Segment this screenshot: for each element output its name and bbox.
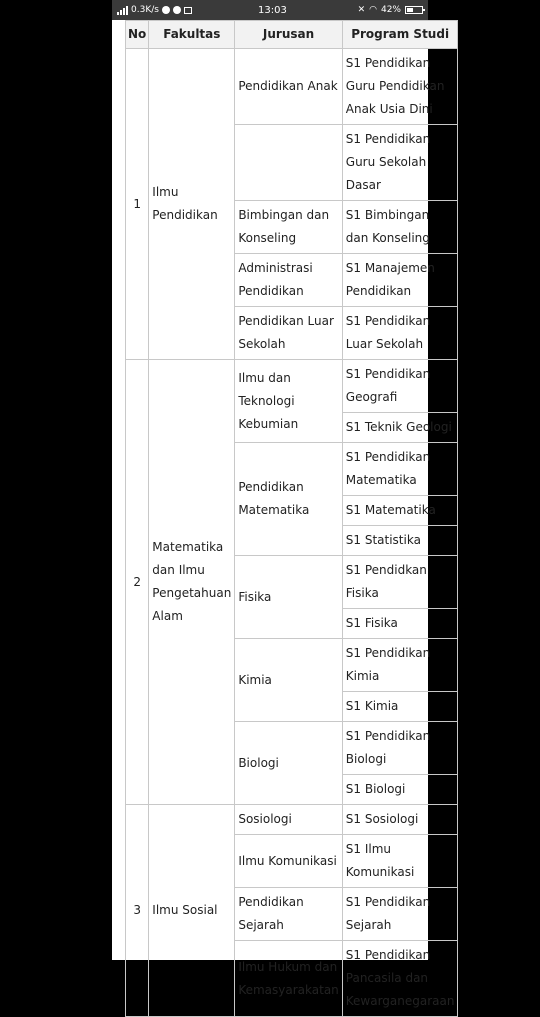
cell-program-studi: S1 Ilmu Komunikasi — [342, 835, 458, 888]
cell-fakultas: Ilmu Sosial — [149, 805, 235, 1017]
header-jurusan: Jurusan — [235, 21, 342, 49]
cell-jurusan: Ilmu Komunikasi — [235, 835, 342, 888]
network-speed: 0.3K/s — [131, 5, 159, 15]
signal-icon — [117, 6, 128, 15]
table-header-row — [126, 21, 458, 49]
header-no: No — [126, 21, 149, 49]
battery-icon — [405, 6, 423, 14]
cell-jurusan: Kimia — [235, 639, 342, 722]
battery-percent: 42% — [380, 5, 401, 15]
status-bar — [112, 0, 428, 20]
cell-program-studi: S1 Kimia — [342, 692, 458, 722]
cell-fakultas: Ilmu Pendidikan — [149, 49, 235, 360]
header-fakultas: Fakultas — [149, 21, 235, 49]
cell-program-studi: S1 Pendidikan Geografi — [342, 360, 458, 413]
cell-program-studi: S1 Pendidikan Biologi — [342, 722, 458, 775]
cell-jurusan: Pendidikan Sejarah — [235, 888, 342, 941]
cell-program-studi: S1 Pendidikan Pancasila dan Kewarganegaraan — [342, 941, 458, 1017]
cell-jurusan — [235, 125, 342, 201]
cell-program-studi: S1 Pendidikan Kimia — [342, 639, 458, 692]
cell-jurusan: Biologi — [235, 722, 342, 805]
table-row — [126, 805, 458, 835]
cell-jurusan: Pendidikan Anak — [235, 49, 342, 125]
cell-program-studi: S1 Pendidikan Matematika — [342, 443, 458, 496]
cell-fakultas: Matematika dan Ilmu Pengetahuan Alam — [149, 360, 235, 805]
cell-program-studi: S1 Pendidikan Sejarah — [342, 888, 458, 941]
header-program-studi: Program Studi — [342, 21, 458, 49]
cell-program-studi: S1 Manajemen Pendidikan — [342, 254, 458, 307]
phone-screen — [112, 0, 455, 1008]
cell-program-studi: S1 Pendidikan Guru Sekolah Dasar — [342, 125, 458, 201]
cell-program-studi: S1 Fisika — [342, 609, 458, 639]
cell-no: 2 — [126, 360, 149, 805]
cell-jurusan: Ilmu dan Teknologi Kebumian — [235, 360, 342, 443]
cell-no: 3 — [126, 805, 149, 1017]
faculty-table — [125, 20, 458, 1017]
cell-program-studi: S1 Pendidikan Guru Pendidikan Anak Usia Dini — [342, 49, 458, 125]
cell-program-studi: S1 Teknik Geologi — [342, 413, 458, 443]
table-row — [126, 360, 458, 413]
image-icon — [184, 7, 192, 14]
table-row — [126, 49, 458, 125]
cell-program-studi: S1 Bimbingan dan Konseling — [342, 201, 458, 254]
cell-program-studi: S1 Matematika — [342, 496, 458, 526]
clock: 13:03 — [258, 4, 287, 16]
cell-no: 1 — [126, 49, 149, 360]
telegram-icon — [173, 6, 181, 14]
cell-jurusan: Pendidikan Luar Sekolah — [235, 307, 342, 360]
cell-jurusan: Administrasi Pendidikan — [235, 254, 342, 307]
cell-program-studi: S1 Sosiologi — [342, 805, 458, 835]
page-content[interactable] — [125, 20, 458, 1017]
chat-icon — [162, 6, 170, 14]
cell-program-studi: S1 Pendidkan Fisika — [342, 556, 458, 609]
cell-jurusan: Ilmu Hukum dan Kemasyarakatan — [235, 941, 342, 1017]
cell-jurusan: Sosiologi — [235, 805, 342, 835]
cell-program-studi: S1 Biologi — [342, 775, 458, 805]
cell-program-studi: S1 Pendidikan Luar Sekolah — [342, 307, 458, 360]
mute-icon: ✕ — [357, 5, 366, 15]
cell-jurusan: Fisika — [235, 556, 342, 639]
cell-program-studi: S1 Statistika — [342, 526, 458, 556]
cell-jurusan: Bimbingan dan Konseling — [235, 201, 342, 254]
wifi-icon: ◠ — [369, 5, 377, 15]
cell-jurusan: Pendidikan Matematika — [235, 443, 342, 556]
